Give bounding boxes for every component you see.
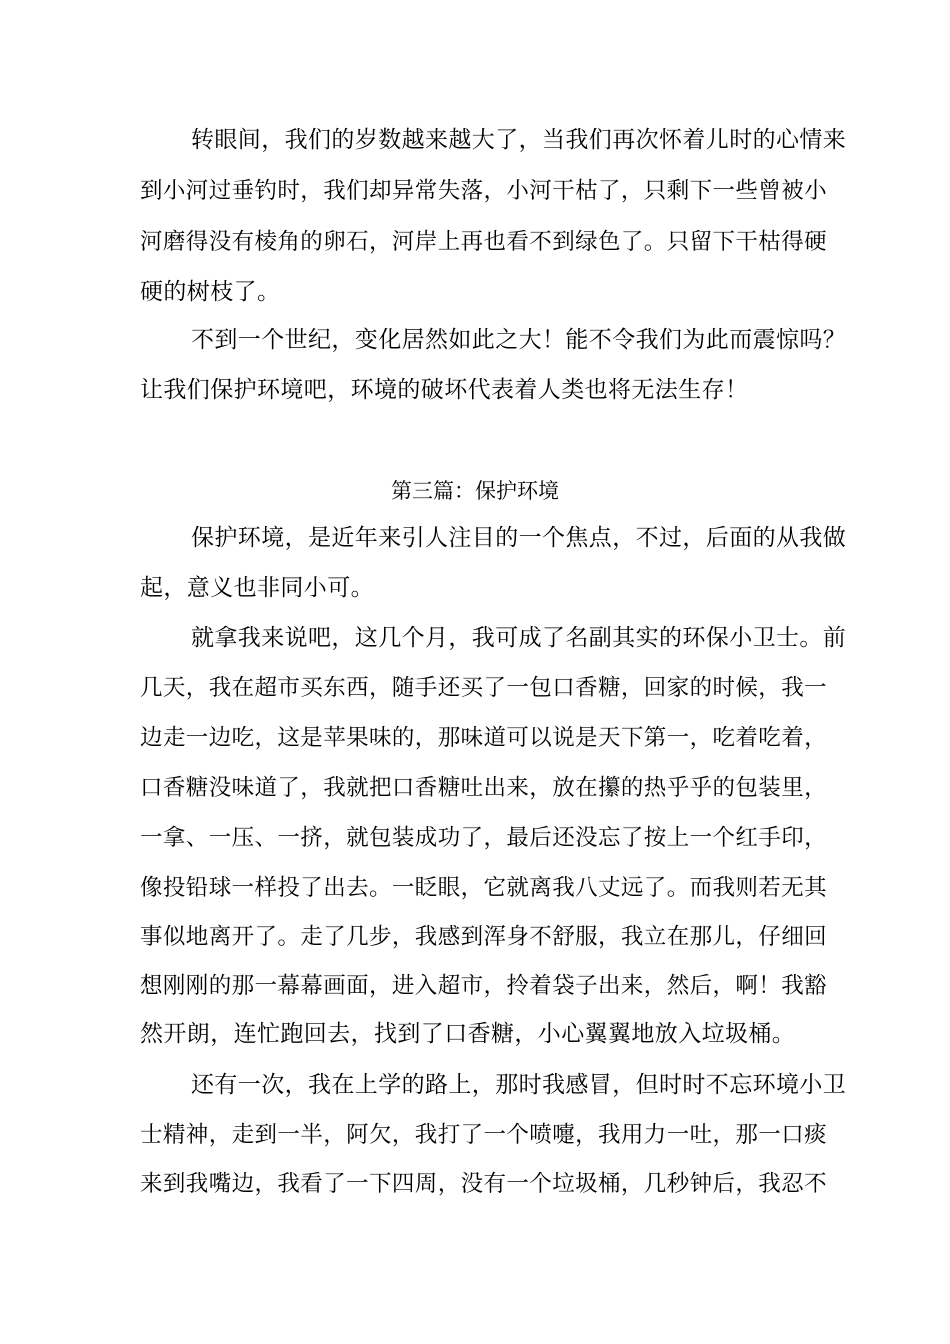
paragraph-line: 想刚刚的那一幕幕画面，进入超市，拎着袋子出来，然后，啊！我豁 — [140, 973, 828, 999]
paragraph-line: 不到一个世纪，变化居然如此之大！能不令我们为此而震惊吗？ — [191, 327, 847, 353]
paragraph-line: 一拿、一压、一挤，就包装成功了，最后还没忘了按上一个红手印， — [140, 825, 828, 851]
paragraph-line: 士精神，走到一半，阿欠，我打了一个喷嚏，我用力一吐，那一口痰 — [140, 1122, 828, 1148]
paragraph-line: 保护环境，是近年来引人注目的一个焦点，不过，后面的从我做 — [191, 525, 847, 551]
section-title: 第三篇：保护环境 — [391, 479, 559, 503]
paragraph-line: 来到我嘴边，我看了一下四周，没有一个垃圾桶，几秒钟后，我忍不 — [140, 1171, 828, 1197]
paragraph-line: 河磨得没有棱角的卵石，河岸上再也看不到绿色了。只留下干枯得硬 — [140, 229, 828, 255]
paragraph-line: 事似地离开了。走了几步，我感到浑身不舒服，我立在那儿，仔细回 — [140, 924, 828, 950]
paragraph-line: 边走一边吃，这是苹果味的，那味道可以说是天下第一，吃着吃着， — [140, 725, 828, 751]
paragraph-line: 像投铅球一样投了出去。一眨眼，它就离我八丈远了。而我则若无其 — [140, 875, 828, 901]
paragraph-line: 硬的树枝了。 — [140, 279, 281, 305]
paragraph-line: 起，意义也非同小可。 — [140, 575, 374, 601]
paragraph-line: 然开朗，连忙跑回去，找到了口香糖，小心翼翼地放入垃圾桶。 — [140, 1021, 796, 1047]
paragraph-line: 还有一次，我在上学的路上，那时我感冒，但时时不忘环境小卫 — [191, 1072, 847, 1098]
paragraph-line: 几天，我在超市买东西，随手还买了一包口香糖，回家的时候，我一 — [140, 675, 828, 701]
paragraph-line: 口香糖没味道了，我就把口香糖吐出来，放在攥的热乎乎的包装里， — [140, 775, 828, 801]
paragraph-line: 就拿我来说吧，这几个月，我可成了名副其实的环保小卫士。前 — [191, 625, 847, 651]
paragraph-line: 让我们保护环境吧，环境的破坏代表着人类也将无法生存！ — [140, 377, 749, 403]
paragraph-line: 到小河过垂钓时，我们却异常失落，小河干枯了，只剩下一些曾被小 — [140, 178, 828, 204]
paragraph-line: 转眼间，我们的岁数越来越大了，当我们再次怀着儿时的心情来 — [191, 127, 847, 153]
